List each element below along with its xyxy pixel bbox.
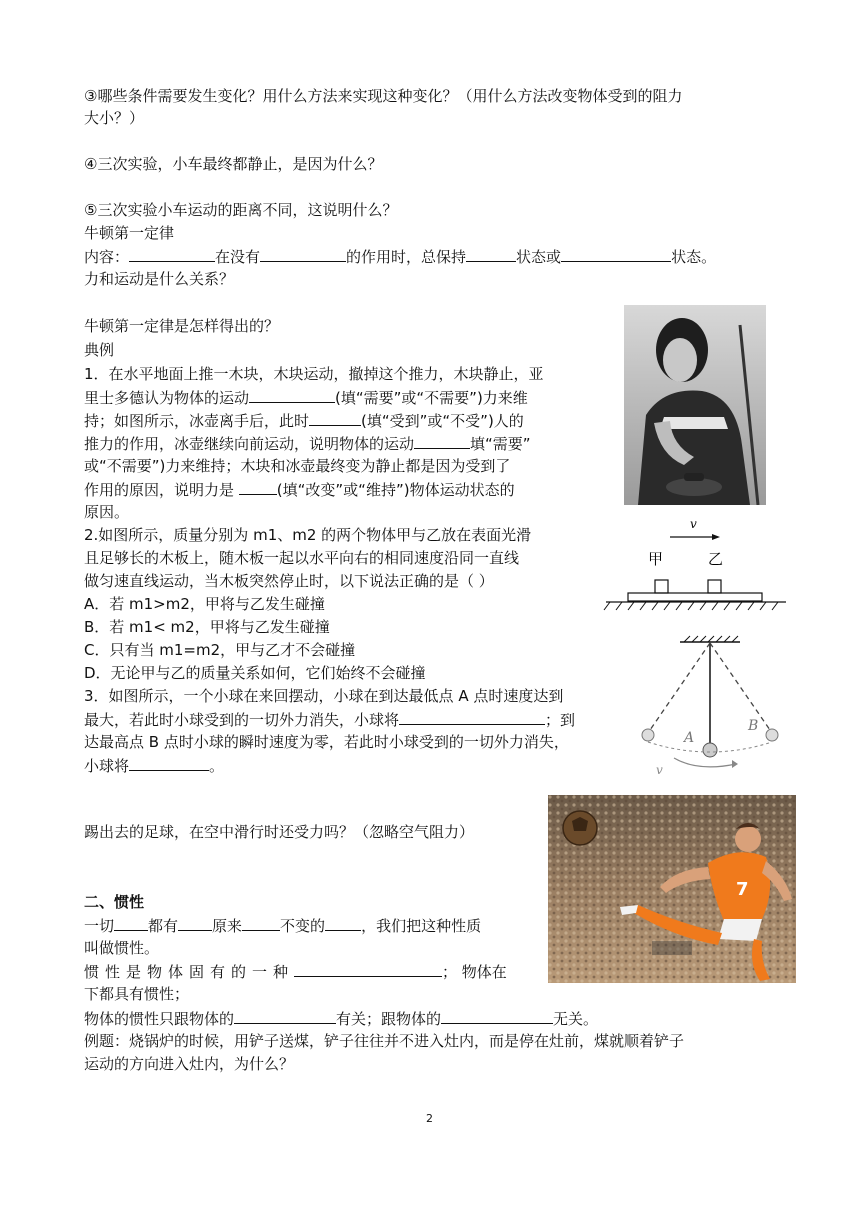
- content-p4: 状态。: [671, 248, 717, 266]
- ex3-l2a: 最大，若此时小球受到的一切外力消失，小球将: [84, 711, 400, 729]
- blank-2[interactable]: [260, 246, 346, 262]
- ball-b: [766, 729, 778, 741]
- in-l5b: 有关；跟物体的: [336, 1010, 442, 1028]
- in-blank-4[interactable]: [325, 915, 361, 931]
- pendulum-diagram: [628, 634, 786, 779]
- block-yi: [708, 580, 721, 593]
- player-head: [735, 826, 761, 852]
- ex2-line-2: 且足够长的木板上，随木板一起以水平向右的相同速度沿同一直线: [84, 549, 520, 567]
- in-blank-5[interactable]: [294, 961, 442, 977]
- in-blank-1[interactable]: [114, 915, 148, 931]
- ex3-l2b: ；到: [545, 711, 576, 729]
- law-content-line: [84, 246, 716, 267]
- ball-a: [703, 743, 717, 757]
- content-p2: 的作用时，总保持: [346, 248, 467, 266]
- ex3-line-3: 达最高点 B 点时小球的瞬时速度为零，若此时小球受到的一切外力消失，: [84, 733, 569, 751]
- ex1-l4b: 填“需要”: [470, 435, 531, 453]
- in-l1b: 都有: [148, 917, 179, 935]
- question-3: ③哪些条件需要发生变化？用什么方法来实现这种变化？（用什么方法改变物体受到的阻力: [84, 87, 683, 105]
- inertia-line-6: 例题：烧锅炉的时候，用铲子送煤，铲子往往并不进入灶内，而是停在灶前，煤就顺着铲子: [84, 1032, 685, 1050]
- question-3-cont: 大小？）: [84, 109, 145, 127]
- in-l3b: ； 物体在: [442, 963, 507, 981]
- in-l1c: 原来: [212, 917, 243, 935]
- ex1-line-7: 原因。: [84, 503, 130, 521]
- content-label: 内容：: [84, 248, 130, 266]
- label-a: A: [684, 730, 695, 746]
- ex1-l2a: 里士多德认为物体的运动: [84, 389, 250, 407]
- ex2-line-1: 2.如图所示，质量分别为 m1、m2 的两个物体甲与乙放在表面光滑: [84, 526, 532, 544]
- ex1-blank-1[interactable]: [249, 387, 335, 403]
- ex3-line-2: [84, 709, 575, 730]
- blank-4[interactable]: [561, 246, 671, 262]
- ex3-blank-2[interactable]: [129, 755, 209, 771]
- ex1-line-2: [84, 387, 528, 408]
- player-shorts: [718, 919, 762, 941]
- label-yi: 乙: [708, 550, 724, 568]
- law-title: 牛顿第一定律: [84, 224, 175, 242]
- ex1-line-1: 1．在水平地面上推一木块，木块运动，撤掉这个推力，木块静止，亚: [84, 365, 544, 383]
- in-blank-3[interactable]: [242, 915, 280, 931]
- relation-question: 力和运动是什么关系？: [84, 270, 235, 288]
- ex1-blank-2[interactable]: [309, 410, 361, 426]
- label-b: B: [748, 718, 759, 734]
- inertia-line-4: 下都具有惯性；: [84, 985, 190, 1003]
- football-photo: [548, 795, 796, 983]
- ex3-line-4: [84, 755, 224, 776]
- ex3-l4b: 。: [209, 757, 225, 775]
- ex1-l3a: 持；如图所示，冰壶离手后，此时: [84, 412, 310, 430]
- example-title: 典例: [84, 341, 115, 359]
- in-l1d: 不变的: [280, 917, 326, 935]
- curling-photo: [624, 305, 766, 505]
- in-l3a: 惯性是物体固有的一种: [84, 963, 295, 981]
- in-l5a: 物体的惯性只跟物体的: [84, 1010, 235, 1028]
- ex1-l4a: 推力的作用，冰壶继续向前运动，说明物体的运动: [84, 435, 415, 453]
- inertia-line-1: [84, 915, 481, 936]
- ex1-l6b: (填“改变”或“维持”)物体运动状态的: [276, 481, 515, 499]
- ex1-l2b: (填“需要”或“不需要”)力来维: [335, 389, 528, 407]
- ex1-line-4: [84, 433, 531, 454]
- ex2-option-d[interactable]: D．无论甲与乙的质量关系如何，它们始终不会碰撞: [84, 664, 426, 682]
- derive-question: 牛顿第一定律是怎样得出的？: [84, 317, 280, 335]
- in-blank-6[interactable]: [234, 1008, 336, 1024]
- question-4: ④三次实验，小车最终都静止，是因为什么？: [84, 155, 383, 173]
- ex1-line-5: 或“不需要”)力来维持；木块和冰壶最终变为静止都是因为受到了: [84, 457, 511, 475]
- ex1-blank-3[interactable]: [414, 433, 470, 449]
- inertia-line-5: [84, 1008, 598, 1029]
- ex1-line-3: [84, 410, 524, 431]
- ex1-l6a: 作用的原因，说明力是: [84, 481, 239, 499]
- blank-3[interactable]: [466, 246, 516, 262]
- inertia-line-7: 运动的方向进入灶内，为什么？: [84, 1055, 295, 1073]
- blank-1[interactable]: [129, 246, 215, 262]
- velocity-label: v: [690, 517, 697, 531]
- inertia-line-2: 叫做惯性。: [84, 939, 160, 957]
- content-p3: 状态或: [516, 248, 562, 266]
- ex3-l4a: 小球将: [84, 757, 130, 775]
- cart-diagram: [600, 514, 790, 614]
- ex3-blank-1[interactable]: [399, 709, 545, 725]
- block-jia: [655, 580, 668, 593]
- in-l5c: 无关。: [553, 1010, 599, 1028]
- ball-left: [642, 729, 654, 741]
- question-5: ⑤三次实验小车运动的距离不同，这说明什么？: [84, 201, 398, 219]
- in-blank-7[interactable]: [441, 1008, 553, 1024]
- inertia-line-3: [84, 961, 507, 982]
- ex2-option-a[interactable]: A．若 m1>m2，甲将与乙发生碰撞: [84, 595, 325, 613]
- ex2-option-b[interactable]: B．若 m1< m2，甲将与乙发生碰撞: [84, 618, 330, 636]
- label-jia: 甲: [648, 550, 664, 568]
- ex1-line-6: [84, 479, 515, 500]
- jersey-number: 7: [736, 879, 749, 900]
- in-l1a: 一切: [84, 917, 115, 935]
- ex3-line-1: 3．如图所示，一个小球在来回摆动，小球在到达最低点 A 点时速度达到: [84, 687, 564, 705]
- ex1-l3b: (填“受到”或“不受”)人的: [361, 412, 524, 430]
- inertia-title: 二、惯性: [84, 893, 145, 911]
- content-p1: 在没有: [215, 248, 261, 266]
- page-number: 2: [426, 1112, 433, 1125]
- football-question: 踢出去的足球，在空中滑行时还受力吗？（忽略空气阻力）: [84, 823, 475, 841]
- ex2-option-c[interactable]: C．只有当 m1=m2，甲与乙才不会碰撞: [84, 641, 356, 659]
- in-l1e: ，我们把这种性质: [361, 917, 482, 935]
- ex2-line-3: 做匀速直线运动，当木板突然停止时，以下说法正确的是（ ）: [84, 572, 494, 590]
- velocity-label-v: v: [656, 763, 663, 777]
- ex1-blank-4[interactable]: [239, 479, 277, 495]
- in-blank-2[interactable]: [178, 915, 212, 931]
- board: [628, 593, 762, 601]
- curling-illustration: [624, 305, 766, 505]
